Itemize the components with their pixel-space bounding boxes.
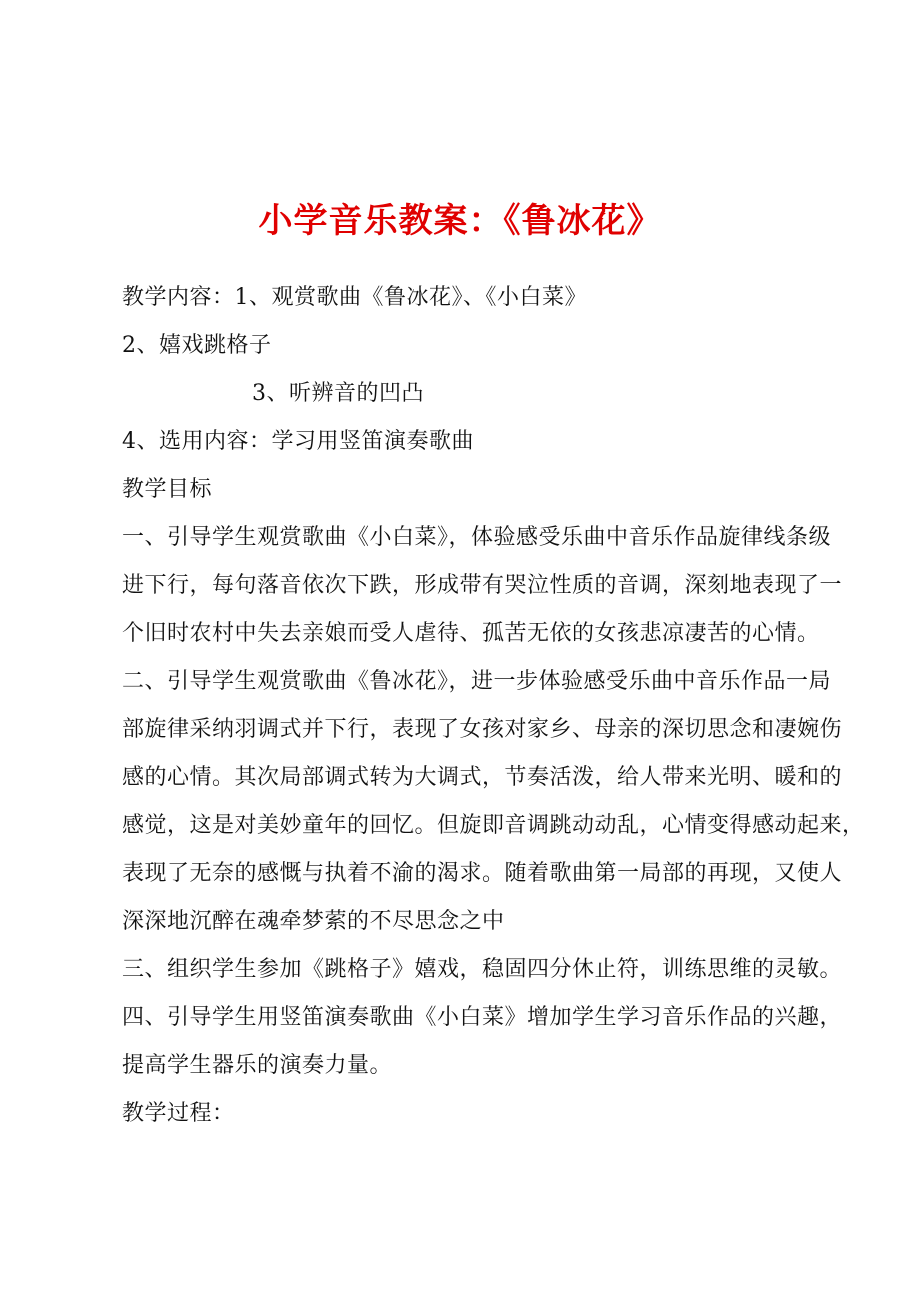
paragraph-line: 感觉，这是对美妙童年的回忆。但旋即音调跳动动乱，心情变得感动起来， xyxy=(122,813,865,838)
paragraph-line: 进下行，每句落音依次下跌，形成带有哭泣性质的音调，深刻地表现了一 xyxy=(122,573,843,598)
paragraph-line: 部旋律采纳羽调式并下行，表现了女孩对家乡、母亲的深切思念和凄婉伤 xyxy=(122,717,843,742)
paragraph-line: 深深地沉醉在魂牵梦萦的不尽思念之中 xyxy=(122,909,505,934)
paragraph-line: 二、引导学生观赏歌曲《鲁冰花》，进一步体验感受乐曲中音乐作品一局 xyxy=(122,669,832,694)
paragraph-line: 四、引导学生用竖笛演奏歌曲《小白菜》增加学生学习音乐作品的兴趣， xyxy=(122,1005,843,1030)
document-title: 小学音乐教案：《鲁冰花》 xyxy=(258,201,662,241)
paragraph-line: 个旧时农村中失去亲娘而受人虐待、孤苦无依的女孩悲凉凄苦的心情。 xyxy=(122,621,820,646)
paragraph-line: 感的心情。其次局部调式转为大调式，节奏活泼，给人带来光明、暖和的 xyxy=(122,765,843,790)
paragraph-line: 表现了无奈的感慨与执着不渝的渴求。随着歌曲第一局部的再现，又使人 xyxy=(122,861,843,886)
paragraph-line: 三、组织学生参加《跳格子》嬉戏，稳固四分休止符，训练思维的灵敏。 xyxy=(122,957,843,982)
section-heading-process: 教学过程： xyxy=(122,1101,235,1126)
content-line-3: 3、听辨音的凹凸 xyxy=(252,381,424,406)
content-line-4: 4、选用内容：学习用竖笛演奏歌曲 xyxy=(122,429,474,454)
content-line-1: 教学内容：1、观赏歌曲《鲁冰花》、《小白菜》 xyxy=(122,285,587,310)
paragraph-line: 提高学生器乐的演奏力量。 xyxy=(122,1053,393,1078)
content-line-2: 2、嬉戏跳格子 xyxy=(122,333,272,358)
paragraph-line: 一、引导学生观赏歌曲《小白菜》，体验感受乐曲中音乐作品旋律线条级 xyxy=(122,525,832,550)
section-heading-objectives: 教学目标 xyxy=(122,477,213,502)
